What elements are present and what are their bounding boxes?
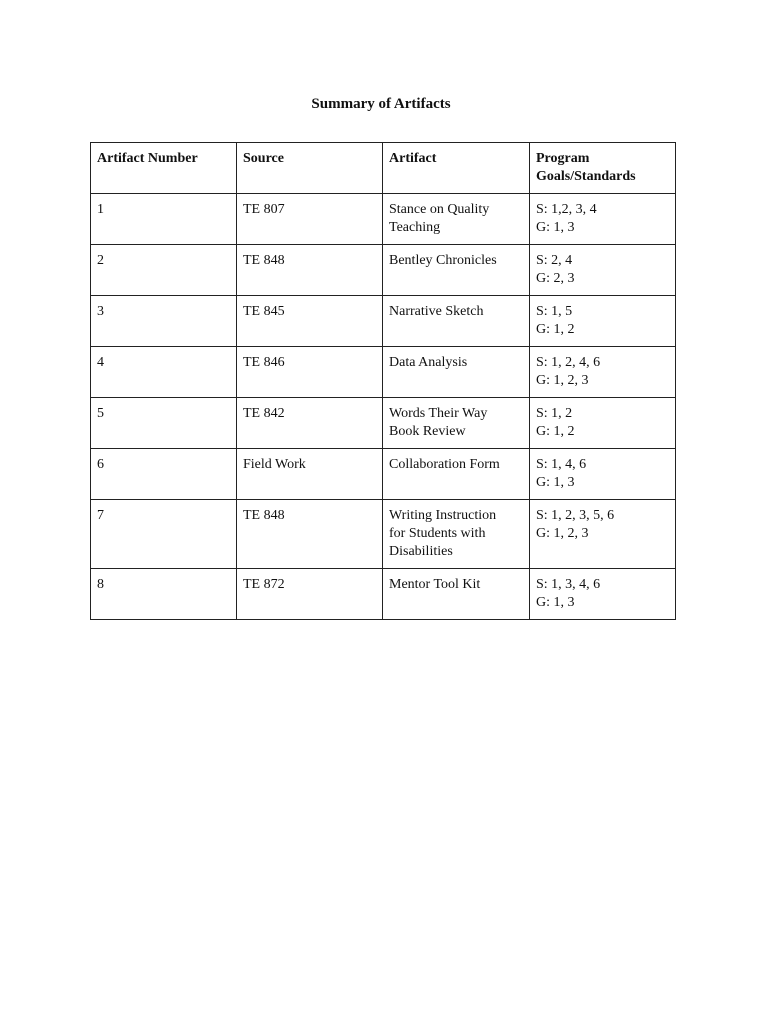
artifact-line: Data Analysis: [389, 355, 468, 370]
cell-source: TE 845: [237, 296, 383, 347]
artifact-line: Collaboration Form: [389, 457, 500, 472]
cell-artifact-number: 3: [91, 296, 237, 347]
cell-artifact-number: 4: [91, 347, 237, 398]
artifact-line: Narrative Sketch: [389, 304, 484, 319]
table-row: [91, 449, 676, 500]
header-artifact: Artifact: [383, 143, 530, 194]
cell-artifact: [383, 398, 530, 449]
goals-line: G: 1, 2: [536, 322, 575, 337]
artifact-line: for Students with: [389, 526, 486, 541]
cell-goals-standards: [530, 194, 676, 245]
header-artifact-number: Artifact Number: [91, 143, 237, 194]
table-row: [91, 347, 676, 398]
table-row: [91, 245, 676, 296]
standards-line: S: 1, 4, 6: [536, 457, 587, 472]
goals-line: G: 1, 2: [536, 424, 575, 439]
standards-line: S: 1, 5: [536, 304, 573, 319]
cell-goals-standards: [530, 347, 676, 398]
cell-artifact-number: 7: [91, 500, 237, 569]
standards-line: S: 1, 2, 3, 5, 6: [536, 508, 615, 523]
artifact-line: Words Their Way: [389, 406, 488, 421]
table-header-row: [91, 143, 676, 194]
cell-artifact-number: 2: [91, 245, 237, 296]
artifact-line: Book Review: [389, 424, 466, 439]
cell-artifact: [383, 500, 530, 569]
standards-line: S: 1, 2, 4, 6: [536, 355, 601, 370]
goals-line: G: 1, 2, 3: [536, 526, 589, 541]
artifact-line: Mentor Tool Kit: [389, 577, 481, 592]
artifact-line: Teaching: [389, 220, 441, 235]
page-title: Summary of Artifacts: [311, 96, 451, 112]
artifact-line: Bentley Chronicles: [389, 253, 497, 268]
cell-source: TE 807: [237, 194, 383, 245]
standards-line: S: 1, 2: [536, 406, 573, 421]
artifact-line: Disabilities: [389, 544, 453, 559]
header-goals-line-1: Program: [536, 151, 590, 166]
table-row: [91, 398, 676, 449]
cell-source: TE 848: [237, 500, 383, 569]
cell-goals-standards: [530, 398, 676, 449]
table-row: [91, 194, 676, 245]
cell-source: TE 872: [237, 569, 383, 620]
table-row: [91, 296, 676, 347]
cell-goals-standards: [530, 449, 676, 500]
header-source: Source: [237, 143, 383, 194]
goals-line: G: 1, 3: [536, 475, 575, 490]
cell-artifact: [383, 194, 530, 245]
artifact-line: Writing Instruction: [389, 508, 497, 523]
standards-line: S: 1,2, 3, 4: [536, 202, 597, 217]
cell-artifact-number: 6: [91, 449, 237, 500]
goals-line: G: 1, 3: [536, 595, 575, 610]
cell-goals-standards: [530, 245, 676, 296]
cell-artifact: [383, 569, 530, 620]
cell-artifact-number: 5: [91, 398, 237, 449]
header-goals-line-2: Goals/Standards: [536, 169, 636, 184]
standards-line: S: 1, 3, 4, 6: [536, 577, 601, 592]
cell-artifact: [383, 245, 530, 296]
goals-line: G: 1, 2, 3: [536, 373, 589, 388]
cell-artifact: [383, 449, 530, 500]
cell-goals-standards: [530, 296, 676, 347]
goals-line: G: 1, 3: [536, 220, 575, 235]
cell-artifact: [383, 347, 530, 398]
cell-goals-standards: [530, 569, 676, 620]
header-program-goals-standards: [530, 143, 676, 194]
goals-line: G: 2, 3: [536, 271, 575, 286]
cell-source: TE 846: [237, 347, 383, 398]
cell-artifact-number: 8: [91, 569, 237, 620]
cell-source: TE 848: [237, 245, 383, 296]
cell-artifact-number: 1: [91, 194, 237, 245]
cell-source: Field Work: [237, 449, 383, 500]
cell-artifact: [383, 296, 530, 347]
cell-goals-standards: [530, 500, 676, 569]
artifacts-table: [90, 142, 676, 620]
standards-line: S: 2, 4: [536, 253, 573, 268]
artifact-line: Stance on Quality: [389, 202, 490, 217]
table-row: [91, 500, 676, 569]
table-row: [91, 569, 676, 620]
cell-source: TE 842: [237, 398, 383, 449]
